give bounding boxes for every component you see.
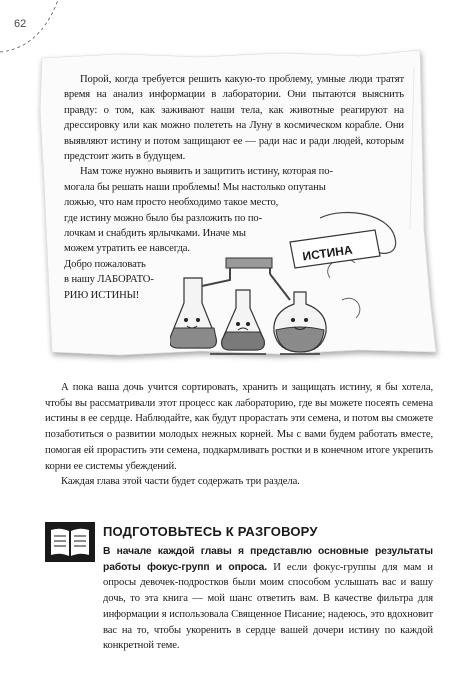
card-line: в нашу ЛАБОРАТО- [64, 274, 154, 286]
card-line: можем утратить ее навсегда. [64, 243, 190, 255]
round-flask [274, 292, 326, 352]
card-line: РИЮ ИСТИНЫ! [64, 289, 140, 301]
card-line: ложью, что нам просто необходимо такое место, [64, 197, 279, 209]
page-number: 62 [14, 18, 27, 30]
body-paragraph-1: А пока ваша дочь учится сортировать, хранить и защищать истину, я бы хотела, чтобы вы рассматривали этот процесс как лабораторию, где вы можете посеять семена истины в ее сердце. Наблюдайте, как будут прорастать эти семена, и потом вы сможете позаботиться о развитии молодых нежных корней. Мы с вами будем работать вместе, помогая ей прорастить эти семена, подкармливать ростки и в конечном итоге укрепить корни ее системы убеждений. [45, 382, 433, 472]
card-paragraph-1: Порой, когда требуется решить какую-то проблему, умные люди тратят время на анализ информации в лаборатории. Они пытаются выяснить правду: о том, как заживают наши тела, как животные реагируют на дрессировку или как можно полететь на Луну в космическом корабле. Они выявляют истину и потом защищают ее — ради нас и ради людей, которым предстоит жить в будущем. [64, 74, 404, 163]
banner-label: ИСТИНА [301, 242, 354, 264]
card-line: могала бы решать наши проблемы! Мы настолько опутаны [64, 181, 326, 193]
laboratory-flasks-illustration [170, 208, 410, 358]
card-line: Нам тоже нужно выявить и защитить истину, которая по- [80, 166, 333, 178]
section-title: ПОДГОТОВЬТЕСЬ К РАЗГОВОРУ [103, 524, 318, 539]
section-lead: В начале каждой главы я представлю основные результаты работы фокус-групп и опроса. [103, 546, 433, 573]
card-line: Добро пожаловать [64, 258, 146, 270]
truth-banner [290, 230, 380, 268]
card-line: где истину можно было бы разложить по по- [64, 212, 263, 224]
section-body [45, 544, 433, 654]
body-paragraph-2: Каждая глава этой части будет содержать три раздела. [61, 476, 300, 488]
left-flask [170, 278, 216, 348]
middle-flask [222, 290, 265, 350]
section-rest: И если фокус-группы для мам и опросы девочек-подростков были моим способом услышать вас и вашу дочь, то эта книга — мой шанс ответить вам. В качестве фильтра для информации я использовала Священное Писание; надеюсь, это вдохновит вас на то, чтобы укоренить в сердце вашей дочери истину по каждой конкретной теме. [103, 561, 433, 652]
card-line: лочкам и снабдить ярлычками. Иначе мы [64, 228, 246, 240]
main-text [45, 380, 433, 490]
